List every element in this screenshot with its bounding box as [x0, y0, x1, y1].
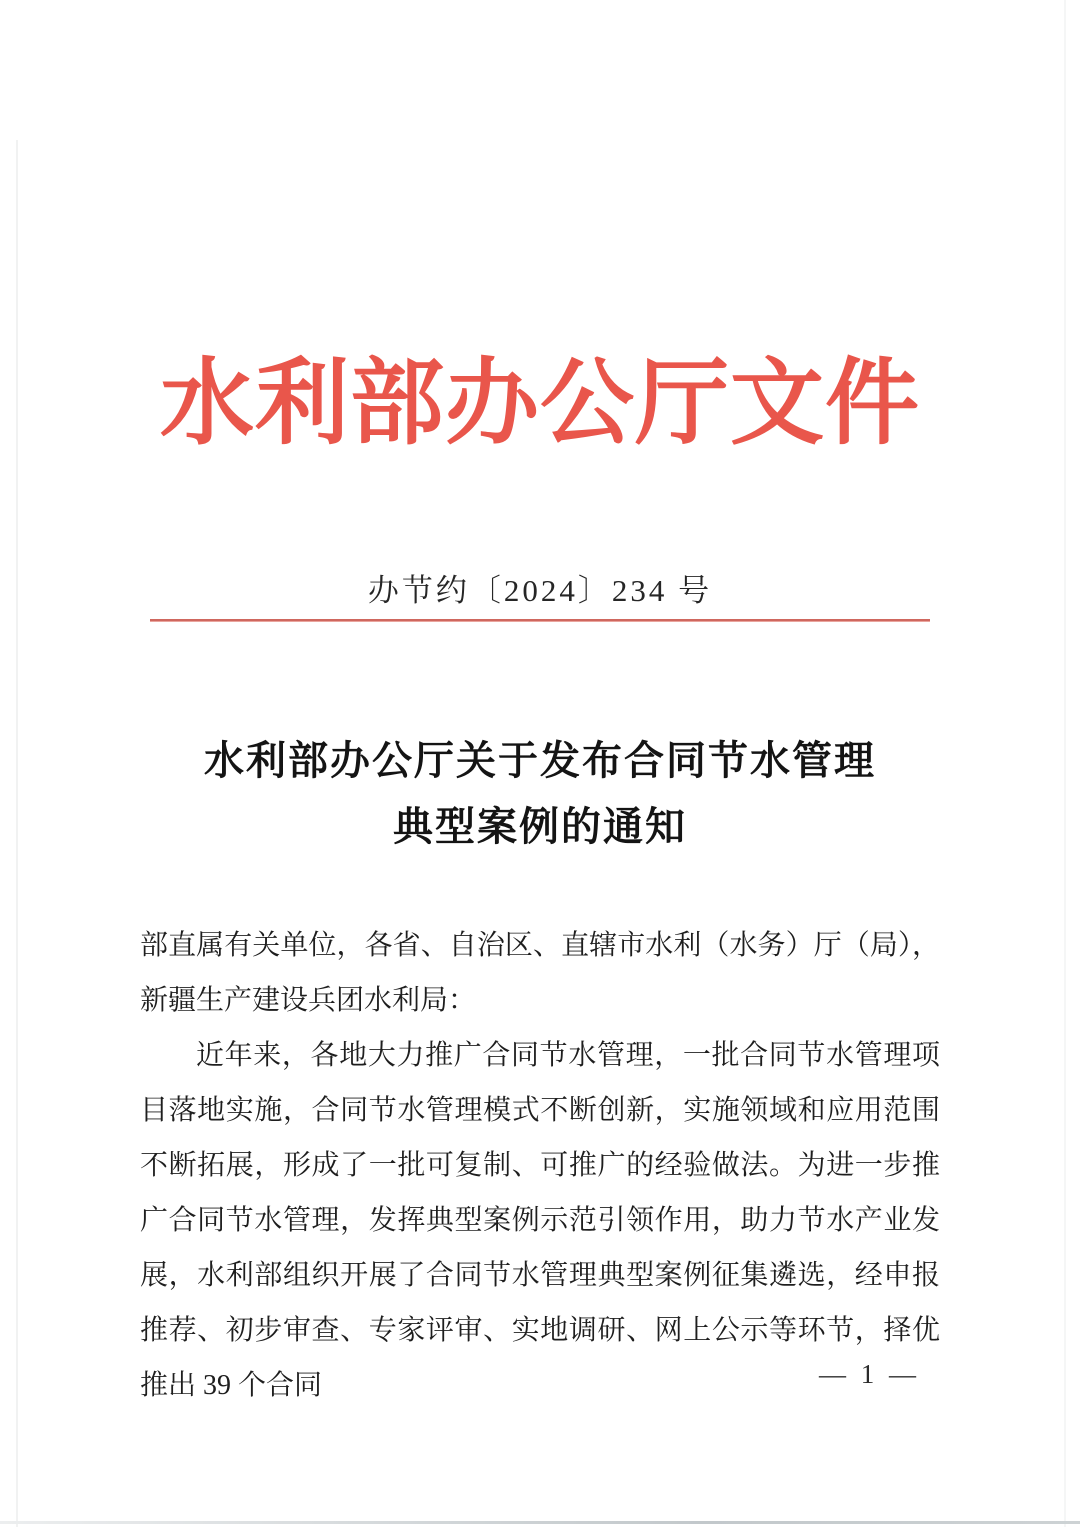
- subject-title-line-2: 典型案例的通知: [393, 804, 687, 849]
- page-number: — 1 —: [819, 1359, 920, 1389]
- subject-title-line-1: 水利部办公厅关于发布合同节水管理: [204, 738, 876, 783]
- subject-title: [0, 728, 1080, 860]
- letterhead-title: 水利部办公厅文件: [159, 352, 920, 456]
- recipients-salutation: 部直属有关单位，各省、自治区、直辖市水利（水务）厅（局），新疆生产建设兵团水利局：: [140, 930, 940, 1016]
- document-number: 办节约〔2024〕234 号: [367, 573, 713, 608]
- scan-edge-bottom: [0, 1521, 1080, 1524]
- red-separator-rule: [150, 619, 930, 622]
- body-paragraph: 近年来，各地大力推广合同节水管理，一批合同节水管理项目落地实施，合同节水管理模式不断创新，实施领域和应用范围不断拓展，形成了一批可复制、可推广的经验做法。为进一步推广合同节水管理，发挥典型案例示范引领作用，助力节水产业发展，水利部组织开展了合同节水管理典型案例征集遴选，经申报推荐、初步审查、专家评审、实地调研、网上公示等环节，择优推出 39 个合同: [140, 1040, 940, 1401]
